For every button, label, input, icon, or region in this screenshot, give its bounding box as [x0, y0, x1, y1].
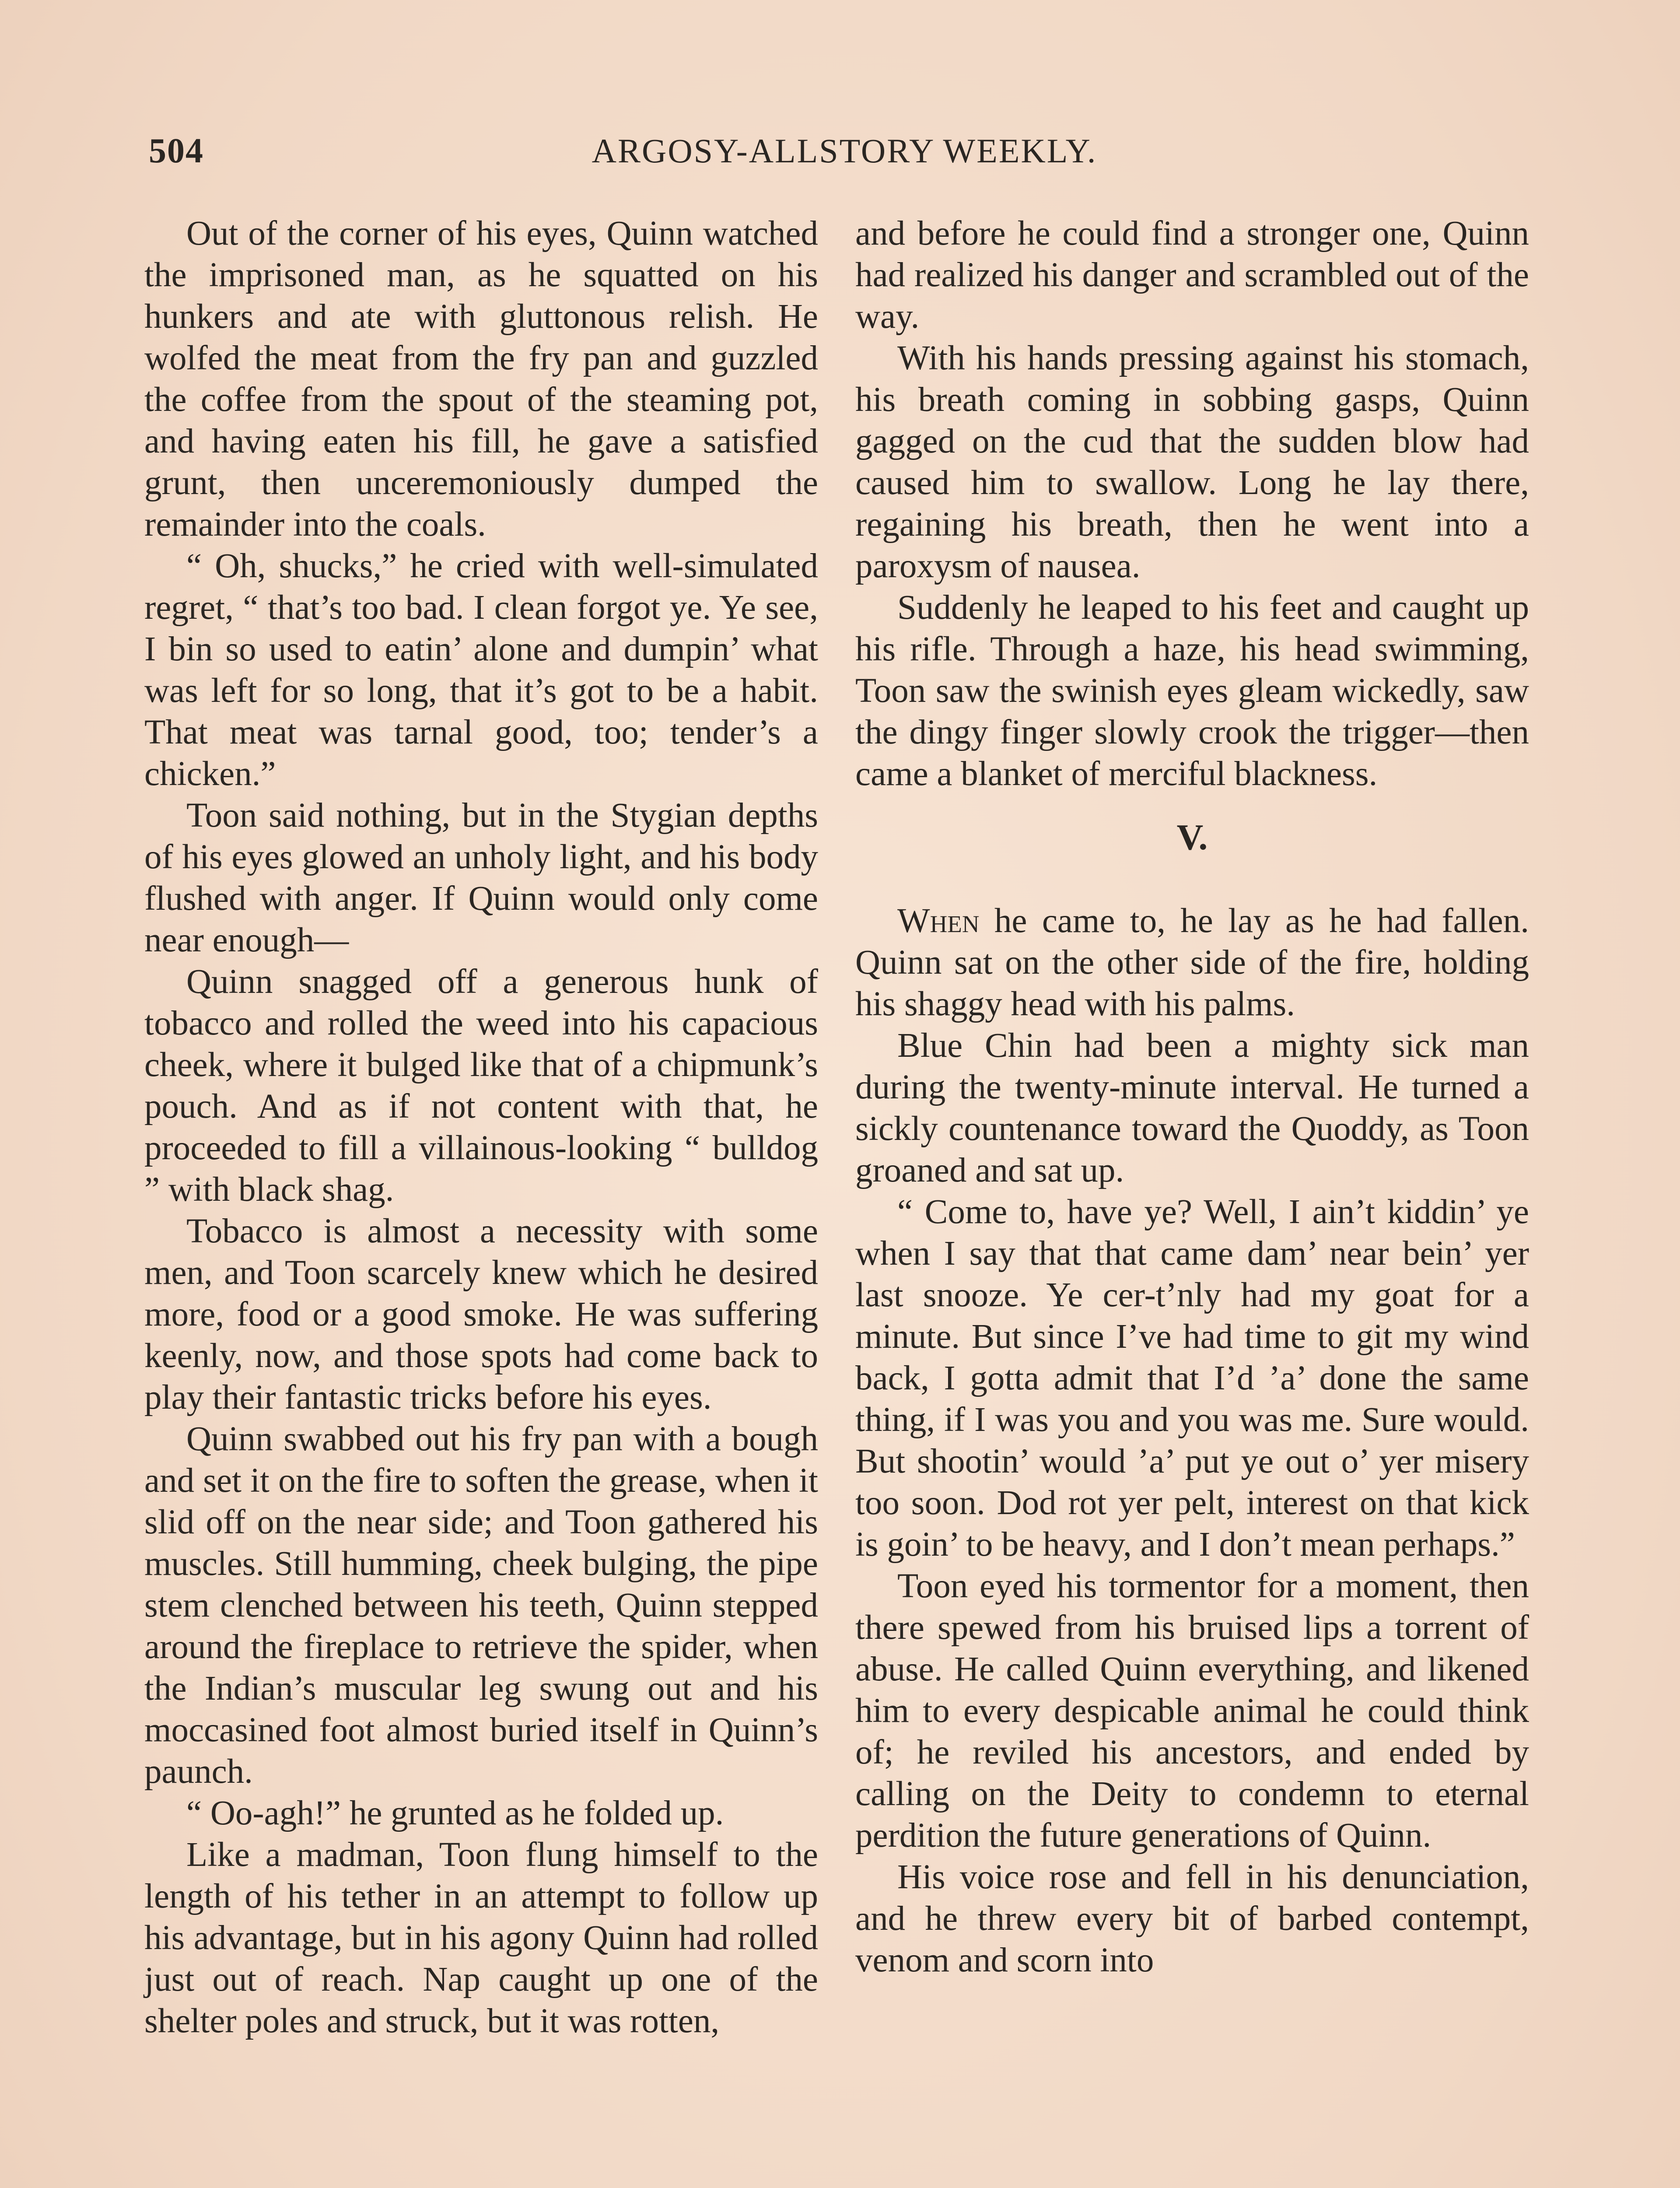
paragraph: Toon eyed his tormentor for a moment, then there spewed from his bruised lips a torrent of abuse. He called Quinn everything, and likened him to every despicable animal he could think of; he reviled his ancestors, and ended by calling on the Deity to condemn to eternal perdition the future generations of Quinn. [855, 1567, 1529, 1855]
paragraph: “ Come to, have ye? Well, I ain’t kiddin’ ye when I say that that came dam’ near bein’ yer last snooze. Ye cer-t’nly had my goat for a minute. But since I’ve had time to git my wind back, I gotta admit that I’d ’a’ done the same thing, if I was you and you was me. Sure would. But shootin’ would ’a’ put ye out o’ yer misery too soon. Dod rot yer pelt, interest on that kick is goin’ to be heavy, and I don’t mean perhaps.” [855, 1193, 1529, 1564]
paragraph: “ Oo-agh!” he grunted as he folded up. [186, 1794, 724, 1832]
paragraph-continuation: and before he could find a stronger one, Quinn had realized his danger and scrambled out of the way. [855, 214, 1529, 336]
paragraph: His voice rose and fell in his denunciation, and he threw every bit of barbed contempt, venom and scorn into [855, 1858, 1529, 1979]
paragraph: “ Oh, shucks,” he cried with well-simulated regret, “ that’s too bad. I clean forgot ye. Ye see, I bin so used to eatin’ alone and dumpin’ what was left for so long, that it’s got to be a habit. That meat was tarnal good, too; tender’s a chicken.” [144, 547, 818, 793]
paragraph: Suddenly he leaped to his feet and caught up his rifle. Through a haze, his head swimming, Toon saw the swinish eyes gleam wickedly, saw the dingy finger slowly crook the trigger—then came a blanket of merciful blackness. [855, 589, 1529, 793]
paragraph: With his hands pressing against his stomach, his breath coming in sobbing gasps, Quinn gagged on the cud that the sudden blow had caused him to swallow. Long he lay there, regaining his breath, then he went into a paroxysm of nausea. [855, 339, 1529, 585]
paragraph: Blue Chin had been a mighty sick man during the twenty-minute interval. He turned a sickly countenance toward the Quoddy, as Toon groaned and sat up. [855, 1027, 1529, 1189]
left-column [144, 213, 818, 2042]
page-header [149, 131, 1540, 184]
right-column [855, 213, 1529, 1981]
paragraph: Like a madman, Toon flung himself to the length of his tether in an attempt to follow up his advantage, but in his agony Quinn had rolled just out of reach. Nap caught up one of the shelter poles and struck, but it was rotten, [144, 1836, 818, 2040]
paragraph: Toon said nothing, but in the Stygian depths of his eyes glowed an unholy light, and his body flushed with anger. If Quinn would only come near enough— [144, 796, 818, 959]
opening-word: When [897, 902, 980, 940]
chapter-opening-paragraph [855, 900, 1529, 1025]
paragraph: Quinn swabbed out his fry pan with a bough and set it on the fire to soften the grease, when it slid off on the near side; and Toon gathered his muscles. Still humming, cheek bulging, the pipe stem clenched between his teeth, Quinn stepped around the fireplace to retrieve the spider, when the Indian’s muscular leg swung out and his moccasined foot almost buried itself in Quinn’s paunch. [144, 1420, 818, 1791]
paragraph: Quinn snagged off a generous hunk of tobacco and rolled the weed into his capacious cheek, where it bulged like that of a chipmunk’s pouch. And as if not content with that, he proceeded to fill a villainous-looking “ bulldog ” with black shag. [144, 963, 818, 1209]
chapter-heading: V. [1176, 817, 1208, 858]
running-title: ARGOSY-ALLSTORY WEEKLY. [592, 132, 1097, 170]
paragraph: Out of the corner of his eyes, Quinn watched the imprisoned man, as he squatted on his hunkers and ate with gluttonous relish. He wolfed the meat from the fry pan and guzzled the coffee from the spout of the steaming pot, and having eaten his fill, he gave a satisfied grunt, then unceremoniously dumped the remainder into the coals. [144, 214, 818, 543]
page-number: 504 [149, 132, 204, 170]
opening-text: he came to, he lay as he had fallen. Quinn sat on the other side of the fire, holding his shaggy head with his palms. [855, 902, 1529, 1023]
paragraph: Tobacco is almost a necessity with some men, and Toon scarcely knew which he desired more, food or a good smoke. He was suffering keenly, now, and those spots had come back to play their fantastic tricks before his eyes. [144, 1212, 818, 1417]
